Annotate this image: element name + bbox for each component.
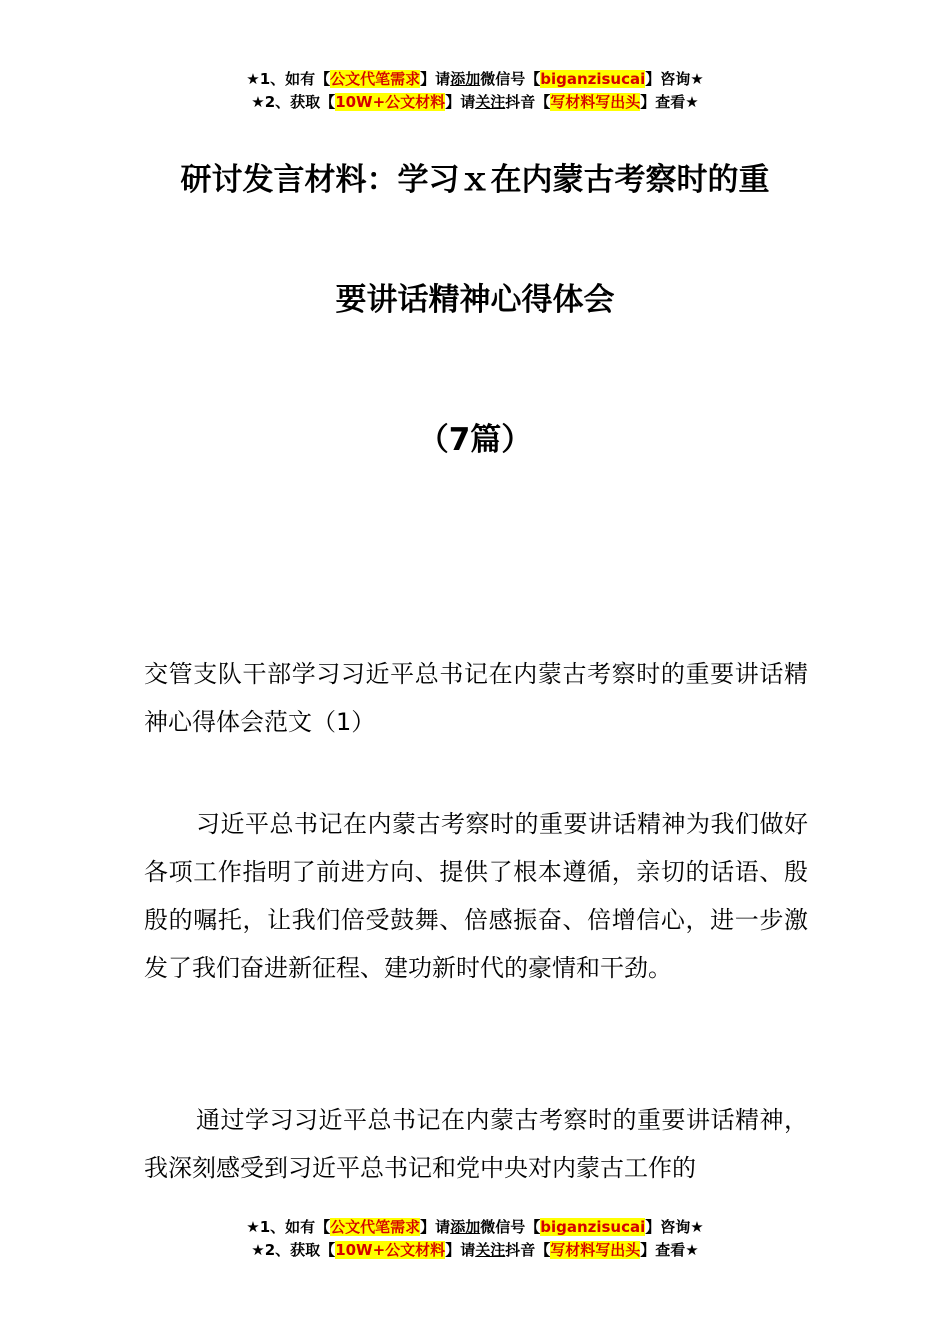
- highlight-wechat-id: biganzisucai: [540, 70, 646, 88]
- document-title-line-2: 要讲话精神心得体会: [335, 282, 615, 318]
- body-paragraph: 习近平总书记在内蒙古考察时的重要讲话精神为我们做好各项工作指明了前进方向、提供了根本遵循，亲切的话语、殷殷的嘱托，让我们倍受鼓舞、倍感振奋、倍增信心，进一步激发了我们奋进新征程、建功新时代的豪情和干劲。: [144, 810, 808, 982]
- body-paragraph: 通过学习习近平总书记在内蒙古考察时的重要讲话精神，我深刻感受到习近平总书记和党中央对内蒙古工作的: [144, 1106, 808, 1182]
- highlight-douyin-account: 写材料写出头: [550, 1241, 641, 1259]
- notice-text: 】咨询★: [645, 1218, 704, 1236]
- notice-text: 微信号【: [480, 70, 541, 88]
- highlight-douyin-account: 写材料写出头: [550, 93, 641, 111]
- notice-text: 】请: [420, 1218, 451, 1236]
- notice-line-1: [0, 68, 950, 91]
- notice-text: 】请: [445, 93, 476, 111]
- footer-notice: [0, 1216, 950, 1262]
- notice-underline: 关注: [475, 1241, 506, 1259]
- notice-text: ★2、获取【: [251, 93, 336, 111]
- notice-text: 微信号【: [480, 1218, 541, 1236]
- notice-text: 】请: [420, 70, 451, 88]
- highlight-wechat-id: biganzisucai: [540, 1218, 646, 1236]
- notice-line-2: [0, 91, 950, 114]
- notice-underline: 添加: [450, 70, 481, 88]
- notice-text: 抖音【: [505, 93, 551, 111]
- notice-text: ★1、如有【: [246, 1218, 331, 1236]
- notice-text: 抖音【: [505, 1241, 551, 1259]
- highlight-materials: 10W+公文材料: [335, 1241, 446, 1259]
- notice-text: 】请: [445, 1241, 476, 1259]
- document-title-count: （7篇）: [417, 422, 533, 458]
- document-title-line-1: 研讨发言材料：学习ｘ在内蒙古考察时的重: [180, 162, 770, 198]
- notice-text: ★1、如有【: [246, 70, 331, 88]
- article-subtitle: 交管支队干部学习习近平总书记在内蒙古考察时的重要讲话精神心得体会范文（1）: [144, 660, 808, 736]
- notice-text: 】查看★: [640, 93, 699, 111]
- notice-underline: 添加: [450, 1218, 481, 1236]
- notice-line-2: [0, 1239, 950, 1262]
- notice-text: ★2、获取【: [251, 1241, 336, 1259]
- header-notice: [0, 68, 950, 114]
- notice-text: 】查看★: [640, 1241, 699, 1259]
- highlight-service: 公文代笔需求: [330, 70, 421, 88]
- highlight-materials: 10W+公文材料: [335, 93, 446, 111]
- notice-underline: 关注: [475, 93, 506, 111]
- notice-text: 】咨询★: [645, 70, 704, 88]
- notice-line-1: [0, 1216, 950, 1239]
- highlight-service: 公文代笔需求: [330, 1218, 421, 1236]
